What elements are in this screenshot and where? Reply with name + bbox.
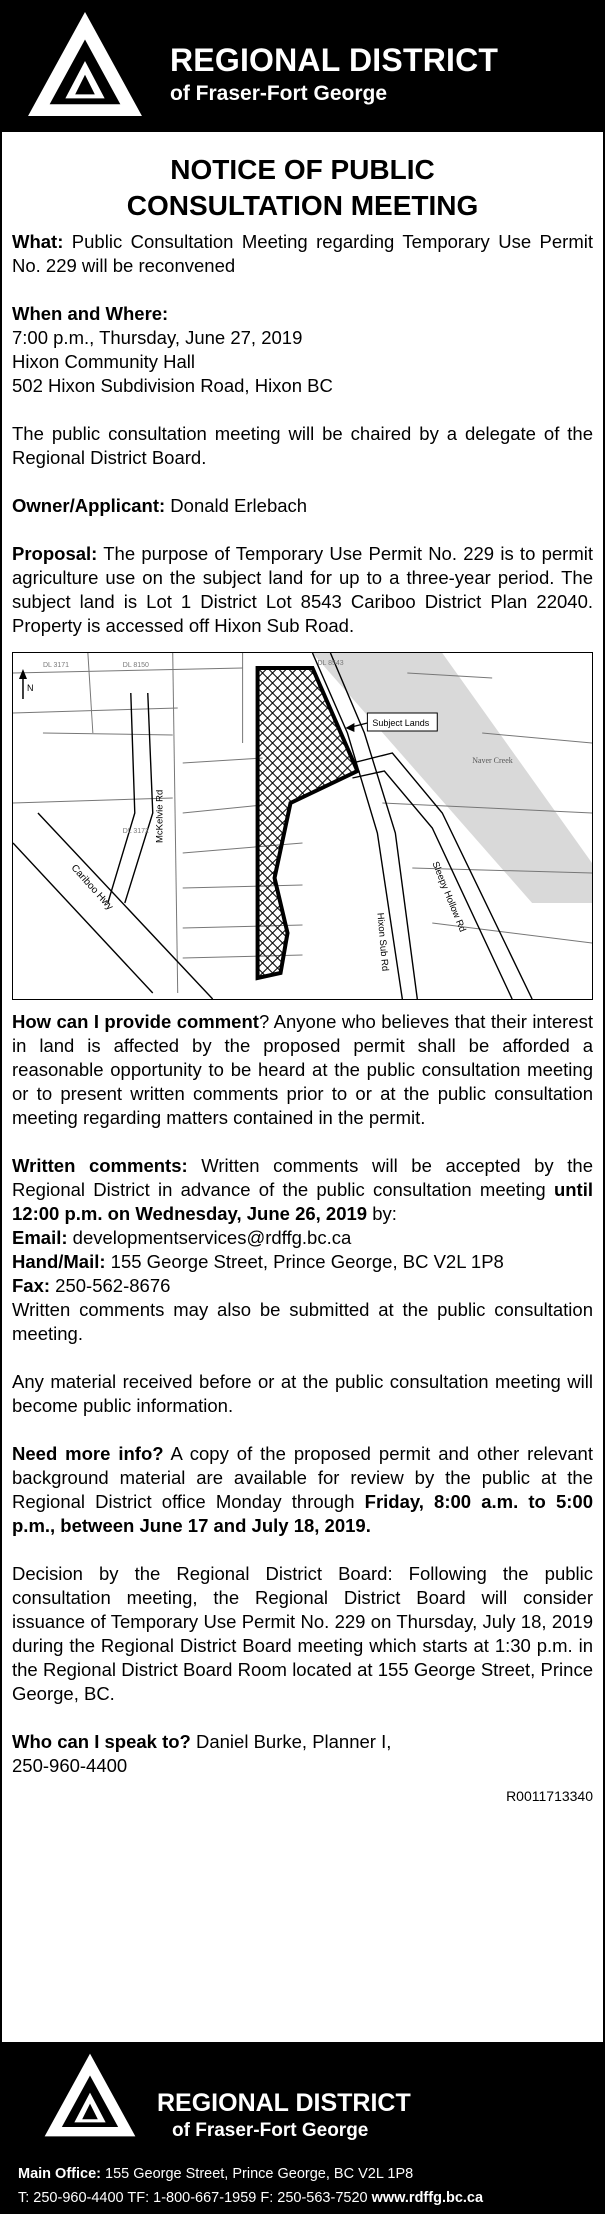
notice-content [12, 142, 593, 1804]
lot-label-3171: DL 3171 [42, 661, 70, 670]
footer-phone-numbers: T: 250-960-4400 TF: 1-800-667-1959 F: 250-563-7520 [18, 2190, 372, 2206]
footer-office-address: 155 George Street, Prince George, BC V2L 1P8 [100, 2166, 414, 2182]
owner-label: Owner/Applicant: [12, 495, 166, 516]
north-arrow-icon [19, 669, 33, 699]
rdffg-footer-logo-icon [42, 2052, 138, 2138]
mail-address: 155 George Street, Prince George, BC V2L 1P8 [105, 1251, 504, 1272]
reference-number: R0011713340 [506, 1788, 593, 1804]
more-info-text: A copy of the proposed permit and other relevant background material are available for review by the public at the Regional District office Monday through [12, 1443, 593, 1512]
contact-person-paragraph [12, 1730, 593, 1778]
lot-label-8150: DL 8150 [122, 661, 149, 670]
owner-paragraph [12, 494, 593, 518]
what-paragraph [12, 230, 593, 278]
meeting-address: 502 Hixon Subdivision Road, Hixon BC [12, 375, 333, 396]
more-info-paragraph [12, 1442, 593, 1538]
fax-line [12, 1274, 593, 1298]
notice-title-line2: CONSULTATION MEETING [126, 190, 479, 221]
written-also-paragraph: Written comments may also be submitted at the public consultation meeting. [12, 1299, 593, 1344]
fax-label: Fax: [12, 1275, 51, 1296]
written-comments-deadline: until 12:00 p.m. on Wednesday, June 26, 2019 [12, 1179, 593, 1224]
written-comments-paragraph [12, 1154, 593, 1226]
notice-title [12, 152, 593, 224]
notice-title-line1: NOTICE OF PUBLIC [170, 154, 435, 185]
footer-phones-line [18, 2190, 483, 2206]
footer-org-name: REGIONAL DISTRICT [157, 2089, 411, 2117]
mail-label: Hand/Mail: [12, 1251, 106, 1272]
footer-org-subtitle: of Fraser-Fort George [172, 2120, 369, 2141]
road-label-hixon-sub: Hixon Sub Rd [374, 912, 391, 972]
material-paragraph: Any material received before or at the public consultation meeting will become public information. [12, 1371, 593, 1416]
proposal-text: The purpose of Temporary Use Permit No. 229 is to permit agriculture use on the subject land for up to a three-year period. The subject land is Lot 1 District Lot 8543 Cariboo District Plan 22040. Property is accessed off Hixon Sub Road. [12, 543, 593, 636]
subject-land-parcel [258, 668, 358, 978]
what-label: What: [12, 231, 64, 252]
fax-number: 250-562-8676 [50, 1275, 171, 1296]
footer-website-link[interactable]: www.rdffg.bc.ca [371, 2190, 484, 2206]
comment-text: ? Anyone who believes that their interest in land is affected by the proposed permit shall be afforded a reasonable opportunity to be heard at the public consultation meeting or to present written comments prior to or at the public consultation meeting regarding matters contained in the permit. [12, 1011, 593, 1128]
written-comments-suffix: by: [367, 1203, 397, 1224]
lot-label-8543: DL 8543 [317, 659, 344, 668]
written-comments-text: Written comments will be accepted by the Regional District in advance of the public consultation meeting [12, 1155, 593, 1200]
chair-paragraph: The public consultation meeting will be chaired by a delegate of the Regional District Board. [12, 423, 593, 468]
meeting-time: 7:00 p.m., Thursday, June 27, 2019 [12, 327, 303, 348]
email-address[interactable]: developmentservices@rdffg.bc.ca [67, 1227, 352, 1248]
proposal-label: Proposal: [12, 543, 98, 564]
meeting-venue: Hixon Community Hall [12, 351, 195, 372]
rdffg-logo-icon [26, 10, 144, 118]
more-info-hours: Friday, 8:00 a.m. to 5:00 p.m., between June 17 and July 18, 2019. [12, 1491, 593, 1536]
comment-paragraph [12, 1010, 593, 1130]
road-label-cariboo: Cariboo Hwy [68, 862, 116, 913]
footer-office-line [18, 2166, 413, 2182]
subject-lands-label: Subject Lands [372, 717, 430, 729]
owner-value: Donald Erlebach [165, 495, 308, 516]
org-name: REGIONAL DISTRICT [170, 42, 499, 78]
decision-paragraph: Decision by the Regional District Board: Following the public consultation meeting, the Regional District Board will consider issuance of Temporary Use Permit No. 229 on Thursday, July 18, 2019 during the Regional District Board meeting which starts at 1:30 p.m. in the Regional District Board Room located at 155 George Street, Prince George, BC. [12, 1563, 593, 1704]
email-line [12, 1226, 593, 1250]
header-banner [2, 2, 603, 132]
svg-text:N: N [26, 682, 34, 694]
lot-label-3172: DL 3172 [122, 827, 149, 836]
written-comments-label: Written comments: [12, 1155, 188, 1176]
more-info-label: Need more info? [12, 1443, 164, 1464]
location-map [12, 652, 593, 1000]
road-label-mckelvie: McKelvie Rd [154, 789, 166, 843]
comment-label: How can I provide comment [12, 1011, 259, 1032]
when-where-paragraph [12, 302, 593, 398]
email-label: Email: [12, 1227, 68, 1248]
proposal-paragraph [12, 542, 593, 638]
mail-line [12, 1250, 593, 1274]
footer-banner [2, 2042, 603, 2214]
org-subtitle: of Fraser-Fort George [170, 82, 388, 105]
when-where-label: When and Where: [12, 303, 169, 324]
contact-person-name: Daniel Burke, Planner I, [190, 1731, 392, 1752]
road-label-sleepy-hollow: Sleepy Hollow Rd [429, 860, 468, 934]
creek-label: Naver Creek [472, 755, 513, 766]
map-drawing [13, 653, 592, 999]
contact-person-phone: 250-960-4400 [12, 1755, 128, 1776]
what-text: Public Consultation Meeting regarding Temporary Use Permit No. 229 will be reconvened [12, 231, 593, 276]
footer-office-label: Main Office: [18, 2166, 101, 2182]
contact-person-label: Who can I speak to? [12, 1731, 191, 1752]
